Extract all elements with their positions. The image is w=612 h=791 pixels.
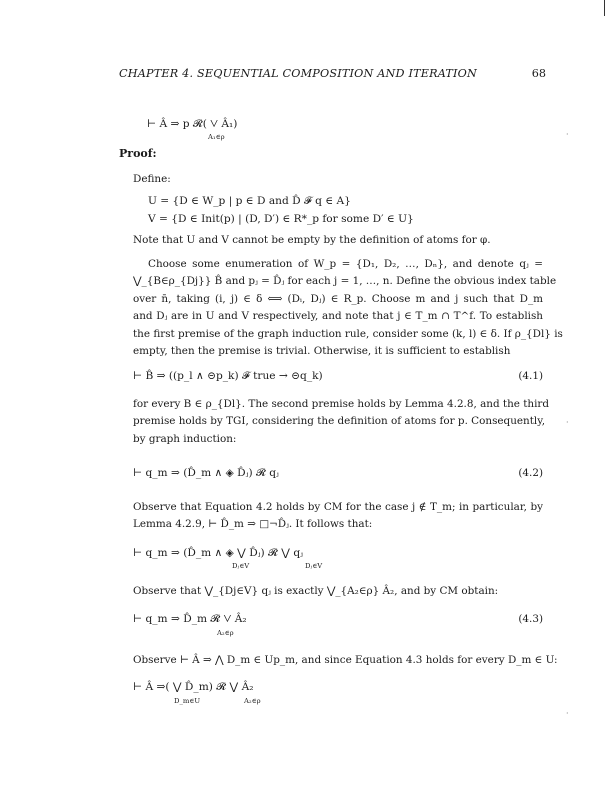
equation-4-3 [133, 612, 543, 627]
equation-number: (4.1) [518, 370, 543, 382]
equation-number: (4.3) [518, 613, 543, 625]
paragraph-line: for every B ∈ ρ_{Dl}. The second premise holds by Lemma 4.2.8, and the third [133, 398, 550, 410]
paragraph-line: ⋁_{B∈ρ_{Dj}} B̂ and pⱼ = D̂ⱼ for each j = 1, …, n. Define the obvious index table [133, 275, 557, 288]
chapter-title: CHAPTER 4. SEQUENTIAL COMPOSITION AND ITERATION [119, 67, 478, 80]
top-formula: ⊢ Â ⇒ p 𝓡( ⋁ Â₁) [147, 118, 238, 130]
equation-body: ⊢ q_m ⇒ (D̂_m ∧ ◈ D̂ⱼ) 𝓡 qⱼ [133, 467, 279, 479]
paragraph-line: over n̄, taking (i, j) ∈ δ ⟺ (Dᵢ, Dⱼ) ∈ R_p. Choose m and j such that D_m [133, 292, 543, 305]
paragraph-line: the first premise of the graph induction rule, consider some (k, l) ∈ δ. If ρ_{Dl} is [133, 327, 563, 340]
observe-final-sentence: Observe ⊢ Â ⇒ ⋀ D_m ∈ Up_m, and since Equation 4.3 holds for every D_m ∈ U: [133, 654, 558, 666]
page-number: 68 [531, 67, 546, 80]
v-definition: V = {D ∈ Init(p) | (D, D′) ∈ R*_p for some D′ ∈ U} [148, 213, 414, 225]
scan-speck: · [566, 418, 569, 427]
scan-edge-mark [604, 0, 605, 16]
scan-speck: · [566, 130, 569, 139]
top-formula-subscript: A₁∈ρ [208, 133, 225, 141]
equation-subscript: A₂∈ρ [244, 697, 261, 705]
paragraph-observe [133, 499, 543, 534]
equation-subscript: Dⱼ∈V [232, 562, 250, 570]
proof-heading: Proof: [119, 147, 157, 160]
equation-subscript: D_m∈U [174, 697, 201, 705]
paragraph-line: by graph induction: [133, 432, 237, 445]
paragraph-line: empty, then the premise is trivial. Otherwise, it is sufficient to establish [133, 345, 511, 358]
paragraph-line: Lemma 4.2.9, ⊢ D̂_m ⇒ □¬D̂ⱼ. It follows that: [133, 518, 373, 531]
u-definition: U = {D ∈ W_p | p ∈ D and D̂ 𝓕 q ∈ A} [148, 195, 351, 207]
equation-follows: ⊢ q_m ⇒ (D̂_m ∧ ◈ ⋁ D̂ⱼ) 𝓡 ⋁ qⱼ [133, 547, 303, 559]
observe-sentence: Observe that ⋁_{Dj∈V} qⱼ is exactly ⋁_{A₂∈ρ} Â₂, and by CM obtain: [133, 585, 499, 597]
equation-number: (4.2) [518, 467, 543, 479]
paragraph-line: and Dⱼ are in U and V respectively, and note that j ∈ T_m ∩ T^f. To establish [133, 310, 543, 323]
equation-4-2 [133, 466, 543, 481]
paragraph-line: premise holds by TGI, considering the definition of atoms for p. Consequently, [133, 415, 546, 428]
paragraph-enumeration [133, 256, 563, 360]
paragraph-premises [133, 396, 550, 448]
paragraph-line: Choose some enumeration of W_p = {D₁, D₂, …, Dₙ}, and denote qⱼ = [148, 258, 543, 270]
paragraph-line: Observe that Equation 4.2 holds by CM for the case j ∉ T_m; in particular, by [133, 501, 543, 513]
note-sentence: Note that U and V cannot be empty by the definition of atoms for φ. [133, 234, 491, 246]
final-equation: ⊢ Â ⇒( ⋁ D̂_m) 𝓡 ⋁ Â₂ [133, 681, 254, 693]
equation-subscript: A₂∈ρ [217, 629, 234, 637]
equation-body: ⊢ B̂ ⇒ ((p_l ∧ ⊝p_k) 𝓕 true → ⊝q_k) [133, 370, 323, 382]
scan-speck: · [566, 709, 569, 718]
equation-subscript: Dⱼ∈V [305, 562, 323, 570]
equation-body: ⊢ q_m ⇒ D̂_m 𝓡 ⋁ Â₂ [133, 613, 247, 625]
equation-4-1 [133, 369, 543, 384]
define-label: Define: [133, 173, 171, 185]
running-header [119, 67, 546, 83]
